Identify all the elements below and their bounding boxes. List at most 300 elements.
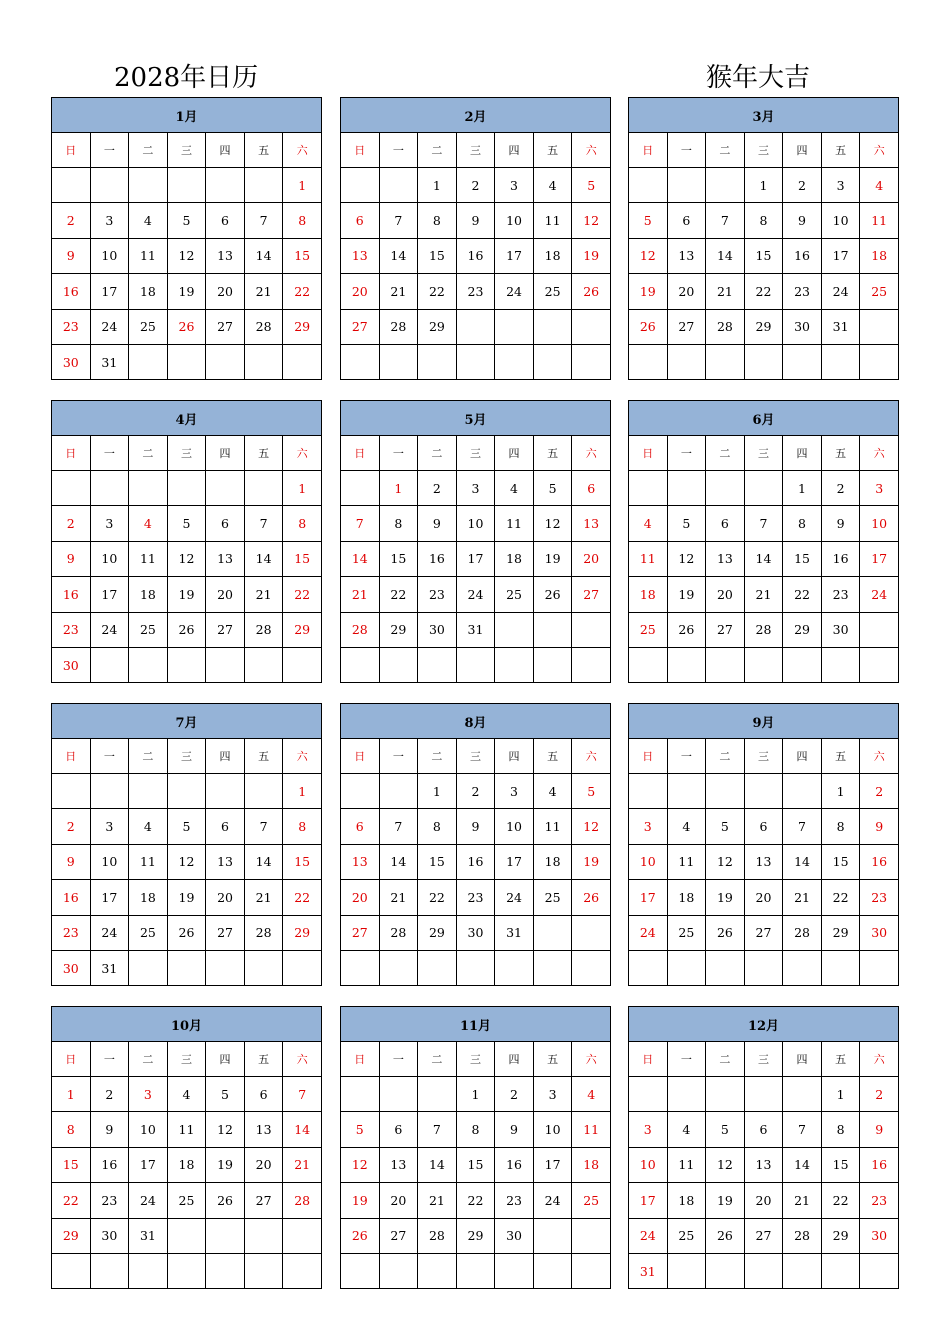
day-cell: 17 xyxy=(90,880,129,915)
day-cell: 12 xyxy=(667,541,706,576)
day-cell: 12 xyxy=(706,1147,745,1182)
day-cell: 14 xyxy=(706,238,745,273)
weekday-label: 日 xyxy=(341,739,380,774)
weekday-label: 五 xyxy=(244,1042,283,1077)
month-label: 12月 xyxy=(629,1007,899,1042)
day-cell: 27 xyxy=(667,309,706,344)
day-cell: 7 xyxy=(244,203,283,238)
day-cell: 17 xyxy=(90,274,129,309)
day-cell: 18 xyxy=(860,238,899,273)
day-cell: 16 xyxy=(418,541,457,576)
day-cell xyxy=(206,950,245,985)
day-cell: 16 xyxy=(860,844,899,879)
day-cell: 10 xyxy=(90,238,129,273)
day-cell: 25 xyxy=(629,612,668,647)
weekday-label: 二 xyxy=(706,436,745,471)
day-cell: 27 xyxy=(341,309,380,344)
month-calendar xyxy=(628,97,899,380)
day-cell: 30 xyxy=(860,915,899,950)
day-cell: 11 xyxy=(572,1112,611,1147)
day-cell: 13 xyxy=(744,844,783,879)
month-table xyxy=(628,703,899,986)
day-cell: 31 xyxy=(129,1218,168,1253)
weekday-label: 三 xyxy=(456,133,495,168)
day-cell: 6 xyxy=(244,1077,283,1112)
day-cell: 1 xyxy=(418,774,457,809)
day-cell xyxy=(456,647,495,682)
day-cell: 24 xyxy=(629,1218,668,1253)
weekday-label: 二 xyxy=(129,133,168,168)
day-cell xyxy=(244,471,283,506)
day-cell: 19 xyxy=(572,844,611,879)
weekday-label: 六 xyxy=(283,436,322,471)
weekday-label: 六 xyxy=(860,739,899,774)
day-cell: 29 xyxy=(821,1218,860,1253)
day-cell xyxy=(667,344,706,379)
weekday-label: 日 xyxy=(629,1042,668,1077)
day-cell: 19 xyxy=(167,274,206,309)
day-cell: 22 xyxy=(283,880,322,915)
day-cell: 11 xyxy=(167,1112,206,1147)
month-table xyxy=(51,1006,322,1289)
day-cell xyxy=(495,647,534,682)
day-cell: 25 xyxy=(533,880,572,915)
day-cell: 24 xyxy=(860,577,899,612)
day-cell xyxy=(495,1253,534,1288)
weekday-label: 四 xyxy=(495,436,534,471)
day-cell: 26 xyxy=(572,274,611,309)
weekday-label: 三 xyxy=(744,1042,783,1077)
day-cell xyxy=(244,344,283,379)
day-cell: 29 xyxy=(283,309,322,344)
weekday-label: 三 xyxy=(167,739,206,774)
day-cell xyxy=(418,950,457,985)
day-cell: 20 xyxy=(244,1147,283,1182)
day-cell: 3 xyxy=(821,168,860,203)
weekday-label: 六 xyxy=(283,739,322,774)
day-cell: 27 xyxy=(744,1218,783,1253)
day-cell: 18 xyxy=(667,1183,706,1218)
day-cell: 22 xyxy=(783,577,822,612)
day-cell: 21 xyxy=(744,577,783,612)
day-cell: 23 xyxy=(418,577,457,612)
day-cell: 22 xyxy=(418,274,457,309)
day-cell: 4 xyxy=(167,1077,206,1112)
weekday-label: 五 xyxy=(821,133,860,168)
day-cell: 12 xyxy=(341,1147,380,1182)
day-cell xyxy=(629,774,668,809)
weekday-label: 一 xyxy=(667,436,706,471)
day-cell: 14 xyxy=(783,1147,822,1182)
weekday-label: 二 xyxy=(418,436,457,471)
day-cell: 25 xyxy=(860,274,899,309)
day-cell: 9 xyxy=(52,844,91,879)
day-cell: 18 xyxy=(629,577,668,612)
day-cell: 8 xyxy=(283,506,322,541)
weekday-label: 一 xyxy=(667,1042,706,1077)
day-cell: 17 xyxy=(629,880,668,915)
month-label: 7月 xyxy=(52,704,322,739)
day-cell xyxy=(418,344,457,379)
weekday-label: 四 xyxy=(783,739,822,774)
day-cell xyxy=(667,774,706,809)
day-cell: 28 xyxy=(744,612,783,647)
day-cell: 13 xyxy=(341,844,380,879)
day-cell xyxy=(167,774,206,809)
month-table xyxy=(628,400,899,683)
day-cell xyxy=(821,647,860,682)
day-cell: 10 xyxy=(129,1112,168,1147)
day-cell: 20 xyxy=(667,274,706,309)
weekday-label: 六 xyxy=(283,1042,322,1077)
day-cell: 1 xyxy=(283,168,322,203)
day-cell: 1 xyxy=(821,1077,860,1112)
weekday-label: 一 xyxy=(379,133,418,168)
day-cell: 11 xyxy=(129,844,168,879)
day-cell xyxy=(379,344,418,379)
day-cell: 23 xyxy=(860,880,899,915)
weekday-label: 日 xyxy=(52,739,91,774)
day-cell xyxy=(456,309,495,344)
day-cell: 28 xyxy=(341,612,380,647)
day-cell: 25 xyxy=(667,915,706,950)
day-cell: 12 xyxy=(167,844,206,879)
day-cell xyxy=(244,774,283,809)
day-cell: 22 xyxy=(821,880,860,915)
day-cell: 23 xyxy=(821,577,860,612)
weekday-label: 一 xyxy=(90,739,129,774)
day-cell xyxy=(206,774,245,809)
weekday-label: 一 xyxy=(90,133,129,168)
day-cell xyxy=(456,1253,495,1288)
day-cell xyxy=(629,950,668,985)
day-cell: 6 xyxy=(206,203,245,238)
month-calendar xyxy=(51,400,322,683)
day-cell: 24 xyxy=(495,274,534,309)
day-cell: 11 xyxy=(129,238,168,273)
day-cell: 9 xyxy=(860,809,899,844)
day-cell xyxy=(629,471,668,506)
day-cell: 16 xyxy=(90,1147,129,1182)
month-calendar xyxy=(628,703,899,986)
day-cell xyxy=(667,950,706,985)
day-cell: 5 xyxy=(572,168,611,203)
day-cell xyxy=(341,1077,380,1112)
day-cell xyxy=(129,471,168,506)
day-cell: 20 xyxy=(341,274,380,309)
day-cell xyxy=(379,647,418,682)
day-cell: 21 xyxy=(244,577,283,612)
day-cell: 23 xyxy=(52,612,91,647)
day-cell: 17 xyxy=(129,1147,168,1182)
day-cell: 28 xyxy=(283,1183,322,1218)
day-cell: 12 xyxy=(167,541,206,576)
day-cell: 5 xyxy=(706,1112,745,1147)
day-cell: 1 xyxy=(379,471,418,506)
day-cell: 29 xyxy=(821,915,860,950)
day-cell: 30 xyxy=(52,950,91,985)
day-cell xyxy=(341,950,380,985)
day-cell: 29 xyxy=(456,1218,495,1253)
day-cell: 17 xyxy=(533,1147,572,1182)
day-cell: 28 xyxy=(244,915,283,950)
weekday-label: 三 xyxy=(456,1042,495,1077)
day-cell xyxy=(533,647,572,682)
day-cell: 16 xyxy=(52,577,91,612)
month-label: 6月 xyxy=(629,401,899,436)
day-cell: 9 xyxy=(456,203,495,238)
day-cell xyxy=(129,774,168,809)
day-cell xyxy=(860,612,899,647)
month-table xyxy=(628,1006,899,1289)
day-cell: 30 xyxy=(495,1218,534,1253)
day-cell: 8 xyxy=(821,809,860,844)
day-cell: 6 xyxy=(706,506,745,541)
day-cell: 8 xyxy=(456,1112,495,1147)
day-cell: 20 xyxy=(744,1183,783,1218)
weekday-label: 四 xyxy=(206,1042,245,1077)
greeting-title: 猴年大吉 xyxy=(706,63,811,93)
day-cell: 3 xyxy=(495,168,534,203)
weekday-label: 二 xyxy=(129,739,168,774)
day-cell: 17 xyxy=(90,577,129,612)
day-cell: 27 xyxy=(206,915,245,950)
day-cell: 15 xyxy=(744,238,783,273)
day-cell xyxy=(860,647,899,682)
day-cell xyxy=(206,344,245,379)
day-cell: 6 xyxy=(341,203,380,238)
month-calendar xyxy=(340,97,611,380)
day-cell: 21 xyxy=(783,880,822,915)
weekday-label: 二 xyxy=(706,739,745,774)
day-cell xyxy=(533,1218,572,1253)
day-cell: 27 xyxy=(379,1218,418,1253)
day-cell: 15 xyxy=(379,541,418,576)
day-cell: 6 xyxy=(744,809,783,844)
day-cell: 8 xyxy=(379,506,418,541)
day-cell: 11 xyxy=(860,203,899,238)
weekday-label: 四 xyxy=(783,436,822,471)
day-cell xyxy=(167,344,206,379)
day-cell: 10 xyxy=(860,506,899,541)
day-cell: 3 xyxy=(456,471,495,506)
day-cell: 18 xyxy=(129,274,168,309)
day-cell: 9 xyxy=(495,1112,534,1147)
weekday-label: 二 xyxy=(129,436,168,471)
day-cell: 12 xyxy=(572,809,611,844)
day-cell: 7 xyxy=(379,203,418,238)
weekday-label: 四 xyxy=(495,1042,534,1077)
day-cell xyxy=(533,344,572,379)
day-cell: 13 xyxy=(572,506,611,541)
day-cell: 12 xyxy=(167,238,206,273)
weekday-label: 二 xyxy=(418,739,457,774)
day-cell xyxy=(244,168,283,203)
day-cell: 21 xyxy=(379,880,418,915)
day-cell: 24 xyxy=(821,274,860,309)
day-cell xyxy=(167,647,206,682)
day-cell: 6 xyxy=(379,1112,418,1147)
day-cell: 15 xyxy=(418,238,457,273)
day-cell: 4 xyxy=(860,168,899,203)
weekday-label: 一 xyxy=(379,1042,418,1077)
day-cell xyxy=(283,1253,322,1288)
day-cell: 12 xyxy=(533,506,572,541)
day-cell xyxy=(129,1253,168,1288)
day-cell: 7 xyxy=(706,203,745,238)
day-cell: 20 xyxy=(379,1183,418,1218)
day-cell: 16 xyxy=(456,238,495,273)
day-cell: 18 xyxy=(129,880,168,915)
day-cell: 28 xyxy=(783,1218,822,1253)
day-cell: 23 xyxy=(52,309,91,344)
day-cell xyxy=(572,612,611,647)
day-cell: 6 xyxy=(744,1112,783,1147)
day-cell: 23 xyxy=(495,1183,534,1218)
day-cell: 25 xyxy=(495,577,534,612)
day-cell xyxy=(52,471,91,506)
weekday-label: 三 xyxy=(744,739,783,774)
day-cell: 19 xyxy=(706,1183,745,1218)
weekday-label: 四 xyxy=(206,436,245,471)
day-cell: 27 xyxy=(206,309,245,344)
day-cell: 20 xyxy=(706,577,745,612)
day-cell: 18 xyxy=(495,541,534,576)
day-cell: 17 xyxy=(495,844,534,879)
month-calendar xyxy=(51,703,322,986)
day-cell: 11 xyxy=(667,844,706,879)
day-cell: 30 xyxy=(821,612,860,647)
day-cell: 20 xyxy=(744,880,783,915)
day-cell: 13 xyxy=(706,541,745,576)
day-cell: 25 xyxy=(572,1183,611,1218)
day-cell: 26 xyxy=(167,309,206,344)
day-cell: 2 xyxy=(821,471,860,506)
day-cell: 15 xyxy=(456,1147,495,1182)
day-cell: 2 xyxy=(495,1077,534,1112)
day-cell: 21 xyxy=(706,274,745,309)
day-cell xyxy=(629,168,668,203)
day-cell: 9 xyxy=(860,1112,899,1147)
day-cell: 13 xyxy=(667,238,706,273)
day-cell xyxy=(418,1253,457,1288)
day-cell: 23 xyxy=(456,880,495,915)
day-cell: 27 xyxy=(706,612,745,647)
month-table xyxy=(51,97,322,380)
day-cell: 31 xyxy=(456,612,495,647)
day-cell: 10 xyxy=(629,1147,668,1182)
weekday-label: 二 xyxy=(129,1042,168,1077)
day-cell: 30 xyxy=(52,647,91,682)
day-cell xyxy=(783,1077,822,1112)
day-cell xyxy=(572,344,611,379)
day-cell xyxy=(129,344,168,379)
day-cell xyxy=(418,647,457,682)
month-label: 11月 xyxy=(341,1007,611,1042)
month-label: 3月 xyxy=(629,98,899,133)
day-cell: 13 xyxy=(341,238,380,273)
weekday-label: 一 xyxy=(90,1042,129,1077)
day-cell xyxy=(379,950,418,985)
weekday-label: 三 xyxy=(456,739,495,774)
day-cell: 22 xyxy=(456,1183,495,1218)
weekday-label: 五 xyxy=(533,133,572,168)
day-cell: 17 xyxy=(456,541,495,576)
day-cell: 16 xyxy=(456,844,495,879)
month-table xyxy=(340,400,611,683)
day-cell xyxy=(860,950,899,985)
day-cell: 19 xyxy=(167,577,206,612)
day-cell: 10 xyxy=(629,844,668,879)
day-cell: 23 xyxy=(90,1183,129,1218)
day-cell: 14 xyxy=(244,238,283,273)
day-cell: 1 xyxy=(283,774,322,809)
day-cell: 13 xyxy=(244,1112,283,1147)
day-cell: 18 xyxy=(129,577,168,612)
month-label: 10月 xyxy=(52,1007,322,1042)
day-cell: 25 xyxy=(667,1218,706,1253)
day-cell xyxy=(341,1253,380,1288)
day-cell xyxy=(456,950,495,985)
day-cell: 3 xyxy=(860,471,899,506)
weekday-label: 三 xyxy=(744,436,783,471)
weekday-label: 日 xyxy=(52,1042,91,1077)
day-cell xyxy=(860,344,899,379)
day-cell: 8 xyxy=(418,809,457,844)
day-cell: 21 xyxy=(244,274,283,309)
day-cell: 17 xyxy=(495,238,534,273)
day-cell: 27 xyxy=(572,577,611,612)
day-cell xyxy=(244,1218,283,1253)
day-cell: 4 xyxy=(129,809,168,844)
day-cell xyxy=(283,950,322,985)
day-cell: 9 xyxy=(90,1112,129,1147)
weekday-label: 一 xyxy=(379,436,418,471)
day-cell: 8 xyxy=(283,809,322,844)
day-cell: 2 xyxy=(90,1077,129,1112)
day-cell: 20 xyxy=(572,541,611,576)
day-cell xyxy=(341,471,380,506)
day-cell xyxy=(244,647,283,682)
day-cell xyxy=(90,1253,129,1288)
day-cell xyxy=(572,915,611,950)
day-cell: 31 xyxy=(495,915,534,950)
day-cell: 29 xyxy=(418,915,457,950)
day-cell xyxy=(206,1218,245,1253)
day-cell: 11 xyxy=(533,203,572,238)
month-table xyxy=(51,400,322,683)
day-cell xyxy=(572,647,611,682)
month-table xyxy=(51,703,322,986)
day-cell: 10 xyxy=(495,809,534,844)
day-cell: 19 xyxy=(206,1147,245,1182)
day-cell: 9 xyxy=(52,541,91,576)
day-cell: 5 xyxy=(629,203,668,238)
day-cell xyxy=(129,168,168,203)
weekday-label: 日 xyxy=(629,133,668,168)
day-cell xyxy=(418,1077,457,1112)
day-cell: 21 xyxy=(783,1183,822,1218)
weekday-label: 日 xyxy=(52,436,91,471)
day-cell xyxy=(667,1077,706,1112)
month-calendar xyxy=(51,97,322,380)
day-cell xyxy=(629,1077,668,1112)
weekday-label: 六 xyxy=(572,133,611,168)
day-cell: 14 xyxy=(341,541,380,576)
day-cell xyxy=(379,774,418,809)
day-cell xyxy=(495,950,534,985)
weekday-label: 六 xyxy=(860,133,899,168)
